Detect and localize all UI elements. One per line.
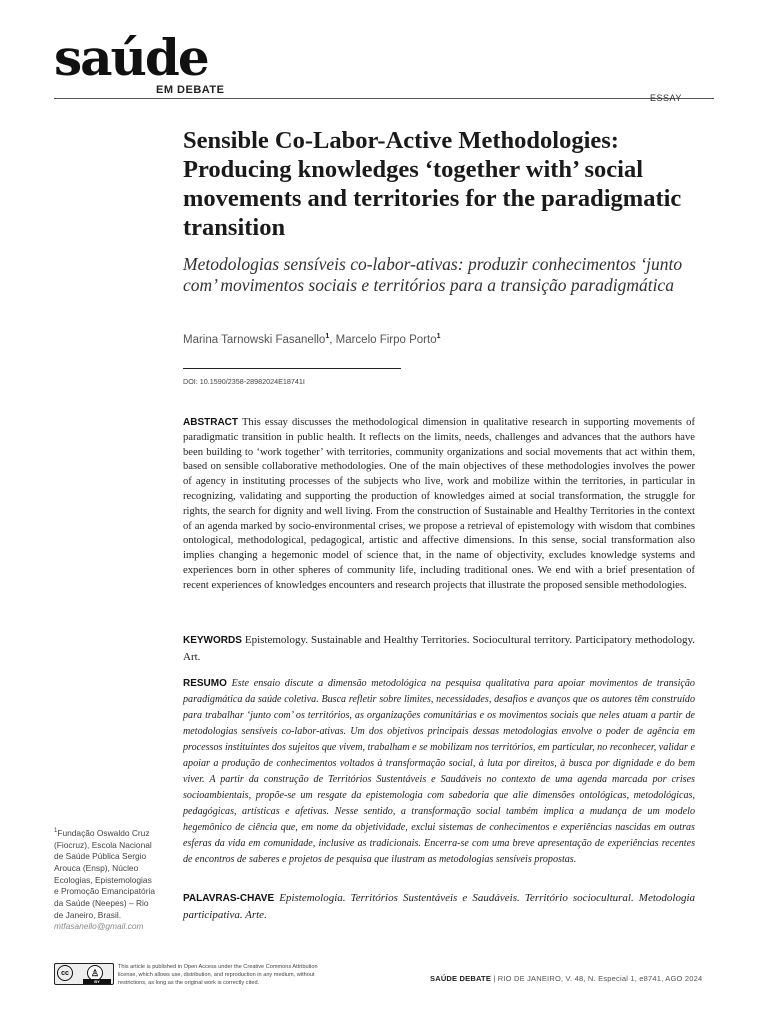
keywords-text: Epistemology. Sustainable and Healthy Territories. Sociocultural territory. Participatory methodology. Art. [183,634,695,663]
author-name: Marcelo Firpo Porto [335,333,437,346]
journal-logo: saúde [54,28,208,87]
abstract-text: This essay discusses the methodological dimension in qualitative research in supporting movements of paradigmatic transition in public health. It reflects on the limits, needs, challenges and advances that the authors have been building to ‘work together’ with territories, community organizations and social movements that act within them, based on sensible collaborative methodologies. One of the main objectives of these methodologies involves the power of agency in instituting processes of the subjects who live, work and mobilize within the territories, in particular in recognizing, validating and supporting the production of knowledges aimed at social transformation, the struggle for rights, the search for dignity and well living. From the construction of Sustainable and Healthy Territories in the context of an agenda marked by socio-environmental crises, we propose a retrieval of epistemology with wisdom that combines ontological, methodological, pedagogical, artistic and affective dimensions. In this sense, social transformation also implies changing a hegemonic model of science that, in the name of objectivity, excludes knowledge systems and experiences born in other spheres of community life, including traditional ones. We end with a brief presentation of recent experiences of knowledges encounters and research projects that illustrate the proposed sensible methodologies. [183,417,695,591]
footer-journal-name: SAÚDE DEBATE [430,974,492,983]
palavras-chave-label: PALAVRAS-CHAVE [183,893,275,904]
resumo-text: Este ensaio discute a dimensão metodológica na pesquisa qualitativa para apoiar movimentos de transição paradigmática da saúde coletiva. Busca refletir sobre limites, necessidades, desafios e avanços que os autores têm construído para trabalhar ‘junto com’ os territórios, as organizações comunitárias e os movimentos sociais que neles atuam a partir de metodologias sensíveis co-labor-ativas. Um dos objetivos principais dessas metodologias envolve o poder de agência em processos instituintes dos sujeitos que vivem, trabalham e se mobilizam nos territórios, em particular, no reconhecer, validar e apoiar a produção de conhecimentos voltados à transformação social, à luta por direitos, à busca por dignidade e do bem viver. A partir da construção de Territórios Sustentáveis e Saudáveis no contexto de uma agenda marcada por crises socioambientais, propõe-se um resgate da epistemologia com sabedoria que alie dimensões ontológicas, metodológicas, pedagógicas, artísticas e afetivas. Nesse sentido, a transformação social também implica a mudança de um modelo hegemônico de ciência que, em nome da objetividade, exclui sistemas de conhecimentos e experiências nascidas em outras esferas da vida em comunidade, inclusive as tradicionais. Encerra-se com uma breve apresentação de experiências recentes de encontros de saberes e projetos de pesquisa que ilustram as metodologias sensíveis propostas. [183,678,695,865]
affiliation-note [54,826,158,933]
author-affiliation-mark: 1 [436,333,441,340]
creative-commons-badge[interactable] [54,963,114,985]
affiliation-mark: 1 [54,828,58,834]
author-separator: , [329,333,336,346]
page-footer [430,974,702,983]
abstract-block [183,416,695,594]
section-label: ESSAY [650,93,682,103]
keywords-block [183,632,695,666]
article-subtitle: Metodologias sensíveis co-labor-ativas: produzir conhecimentos ‘junto com’ movimentos sociais e territórios para a transição paradigmática [183,254,683,295]
license-statement: This article is published in Open Access under the Creative Commons Attribution license, which allows use, distribution, and reproduction in any medium, without restrictions, as long as the original work is correctly cited. [118,964,318,986]
footer-citation: RIO DE JANEIRO, V. 48, N. Especial 1, e8741, AGO 2024 [497,974,703,983]
journal-logo-subtitle: EM DEBATE [156,84,225,96]
keywords-label: KEYWORDS [183,635,242,646]
doi-divider [183,368,401,369]
cc-icon: cc [57,965,73,981]
footer-separator: | [491,974,498,983]
article-title: Sensible Co-Labor-Active Methodologies: Producing knowledges ‘together with’ social movements and territories for the paradigmatic transition [183,127,682,241]
author-name: Marina Tarnowski Fasanello [183,333,326,346]
resumo-block [183,676,695,868]
cc-by-label: BY [83,979,111,984]
header-divider [54,98,714,99]
author-list [183,333,441,346]
palavras-chave-block [183,890,695,923]
palavras-chave-text: Epistemologia. Territórios Sustentáveis e Saudáveis. Território sociocultural. Metodologia participativa. Arte. [183,892,696,921]
affiliation-text: Fundação Oswaldo Cruz (Fiocruz), Escola Nacional de Saúde Pública Sergio Arouca (Ensp), Núcleo Ecologias, Epistemologias e Promoção Emancipatória da Saúde (Neepes) – Rio de Janeiro, Brasil. [54,827,156,920]
doi-link[interactable]: DOI: 10.1590/2358-28982024E18741I [183,377,305,386]
resumo-label: RESUMO [183,678,227,689]
abstract-label: ABSTRACT [183,417,238,428]
author-email-link[interactable]: mtfasanello@gmail.com [54,921,144,932]
attribution-person-icon: ♙ [87,965,103,981]
author-affiliation-mark: 1 [325,333,330,340]
